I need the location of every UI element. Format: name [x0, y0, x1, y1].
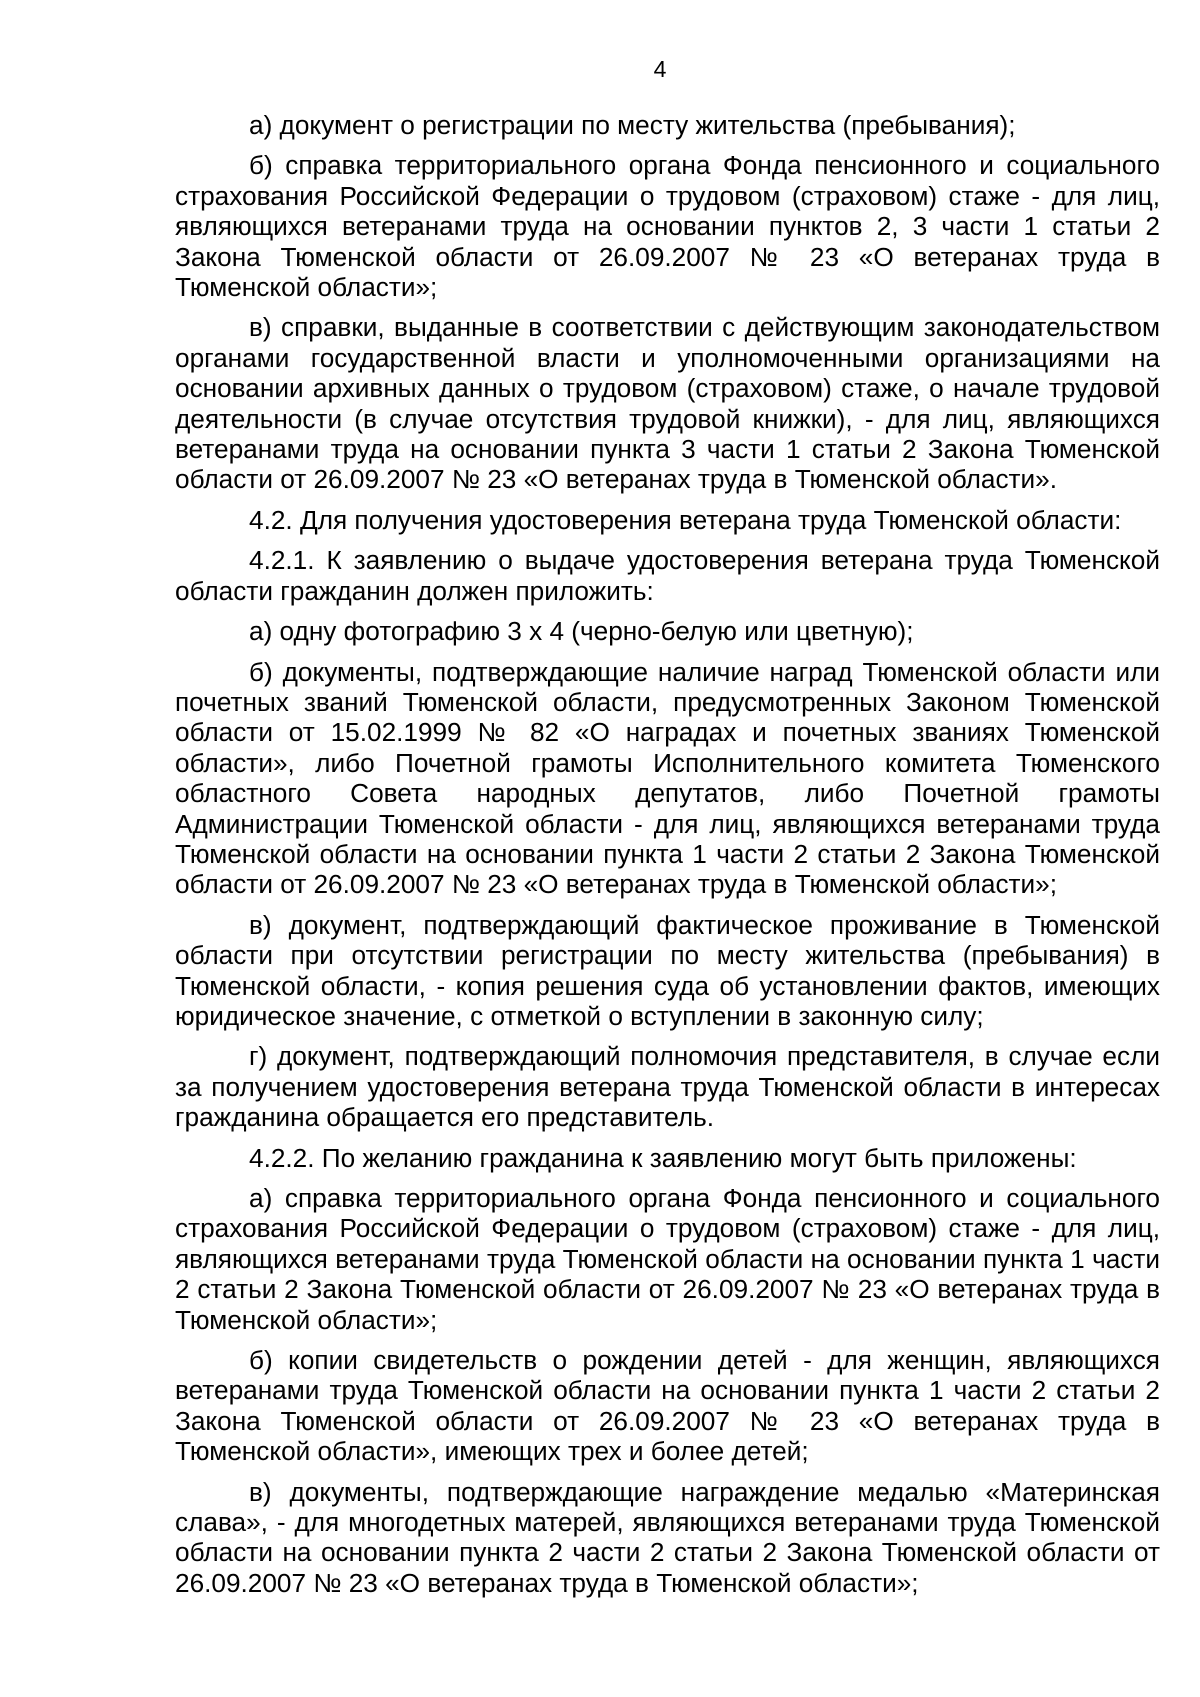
- paragraph-b-awards-documents: б) документы, подтверждающие наличие наград Тюменской области или почетных званий Тюменской области, предусмотренных Законом Тюменской области от 15.02.1999 № 82 «О наградах и почетных званиях Тюменской области», либо Почетной грамоты Исполнительного комитета Тюменского областного Совета народных депутатов, либо Почетной грамоты Администрации Тюменской области - для лиц, являющихся ветеранами труда Тюменской области на основании пункта 1 части 2 статьи 2 Закона Тюменской области от 26.09.2007 № 23 «О ветеранах труда в Тюменской области»;: [175, 656, 1160, 900]
- paragraph-a-pension-fund-certificate: а) справка территориального органа Фонда пенсионного и социального страхования Российской Федерации о трудовом (страховом) стаже - для лиц, являющихся ветеранами труда Тюменской области на основании пункта 1 части 2 статьи 2 Закона Тюменской области от 26.09.2007 № 23 «О ветеранах труда в Тюменской области»;: [175, 1183, 1160, 1335]
- paragraph-b-pension-fund-certificate: б) справка территориального органа Фонда пенсионного и социального страхования Российской Федерации о трудовом (страховом) стаже - для лиц, являющихся ветеранами труда на основании пунктов 2, 3 части 1 статьи 2 Закона Тюменской области от 26.09.2007 № 23 «О ветеранах труда в Тюменской области»;: [175, 150, 1160, 303]
- paragraph-a-photo: а) одну фотографию 3 х 4 (черно-белую или цветную);: [249, 616, 914, 647]
- page-number: 4: [653, 56, 667, 82]
- section-4-2-1-heading: 4.2.1. К заявлению о выдаче удостоверения ветерана труда Тюменской области гражданин должен приложить:: [175, 545, 1160, 606]
- paragraph-g-representative-document: г) документ, подтверждающий полномочия представителя, в случае если за получением удостоверения ветерана труда Тюменской области в интересах гражданина обращается его представитель.: [175, 1041, 1160, 1133]
- section-4-2-heading: 4.2. Для получения удостоверения ветерана труда Тюменской области:: [249, 504, 1122, 535]
- paragraph-v-archive-certificates: в) справки, выданные в соответствии с действующим законодательством органами государственной власти и уполномоченными организациями на основании архивных данных о трудовом (страховом) стаже, о начале трудовой деятельности (в случае отсутствия трудовой книжки), - для лиц, являющихся ветеранами труда на основании пункта 3 части 1 статьи 2 Закона Тюменской области от 26.09.2007 № 23 «О ветеранах труда в Тюменской области».: [175, 312, 1160, 495]
- paragraph-v-maternal-glory-medal: в) документы, подтверждающие награждение медалью «Материнская слава», - для многодетных матерей, являющихся ветеранами труда Тюменской области на основании пункта 2 части 2 статьи 2 Закона Тюменской области от 26.09.2007 № 23 «О ветеранах труда в Тюменской области»;: [175, 1476, 1160, 1598]
- document-body: [175, 110, 1160, 1608]
- paragraph-a-registration: а) документ о регистрации по месту жительства (пребывания);: [249, 110, 1016, 140]
- paragraph-b-birth-certificates: б) копии свидетельств о рождении детей - для женщин, являющихся ветеранами труда Тюменской области на основании пункта 1 части 2 статьи 2 Закона Тюменской области от 26.09.2007 № 23 «О ветеранах труда в Тюменской области», имеющих трех и более детей;: [175, 1345, 1160, 1467]
- paragraph-v-residence-document: в) документ, подтверждающий фактическое проживание в Тюменской области при отсутствии регистрации по месту жительства (пребывания) в Тюменской области, - копия решения суда об установлении фактов, имеющих юридическое значение, с отметкой о вступлении в законную силу;: [175, 909, 1160, 1031]
- section-4-2-2-heading: 4.2.2. По желанию гражданина к заявлению могут быть приложены:: [249, 1142, 1077, 1173]
